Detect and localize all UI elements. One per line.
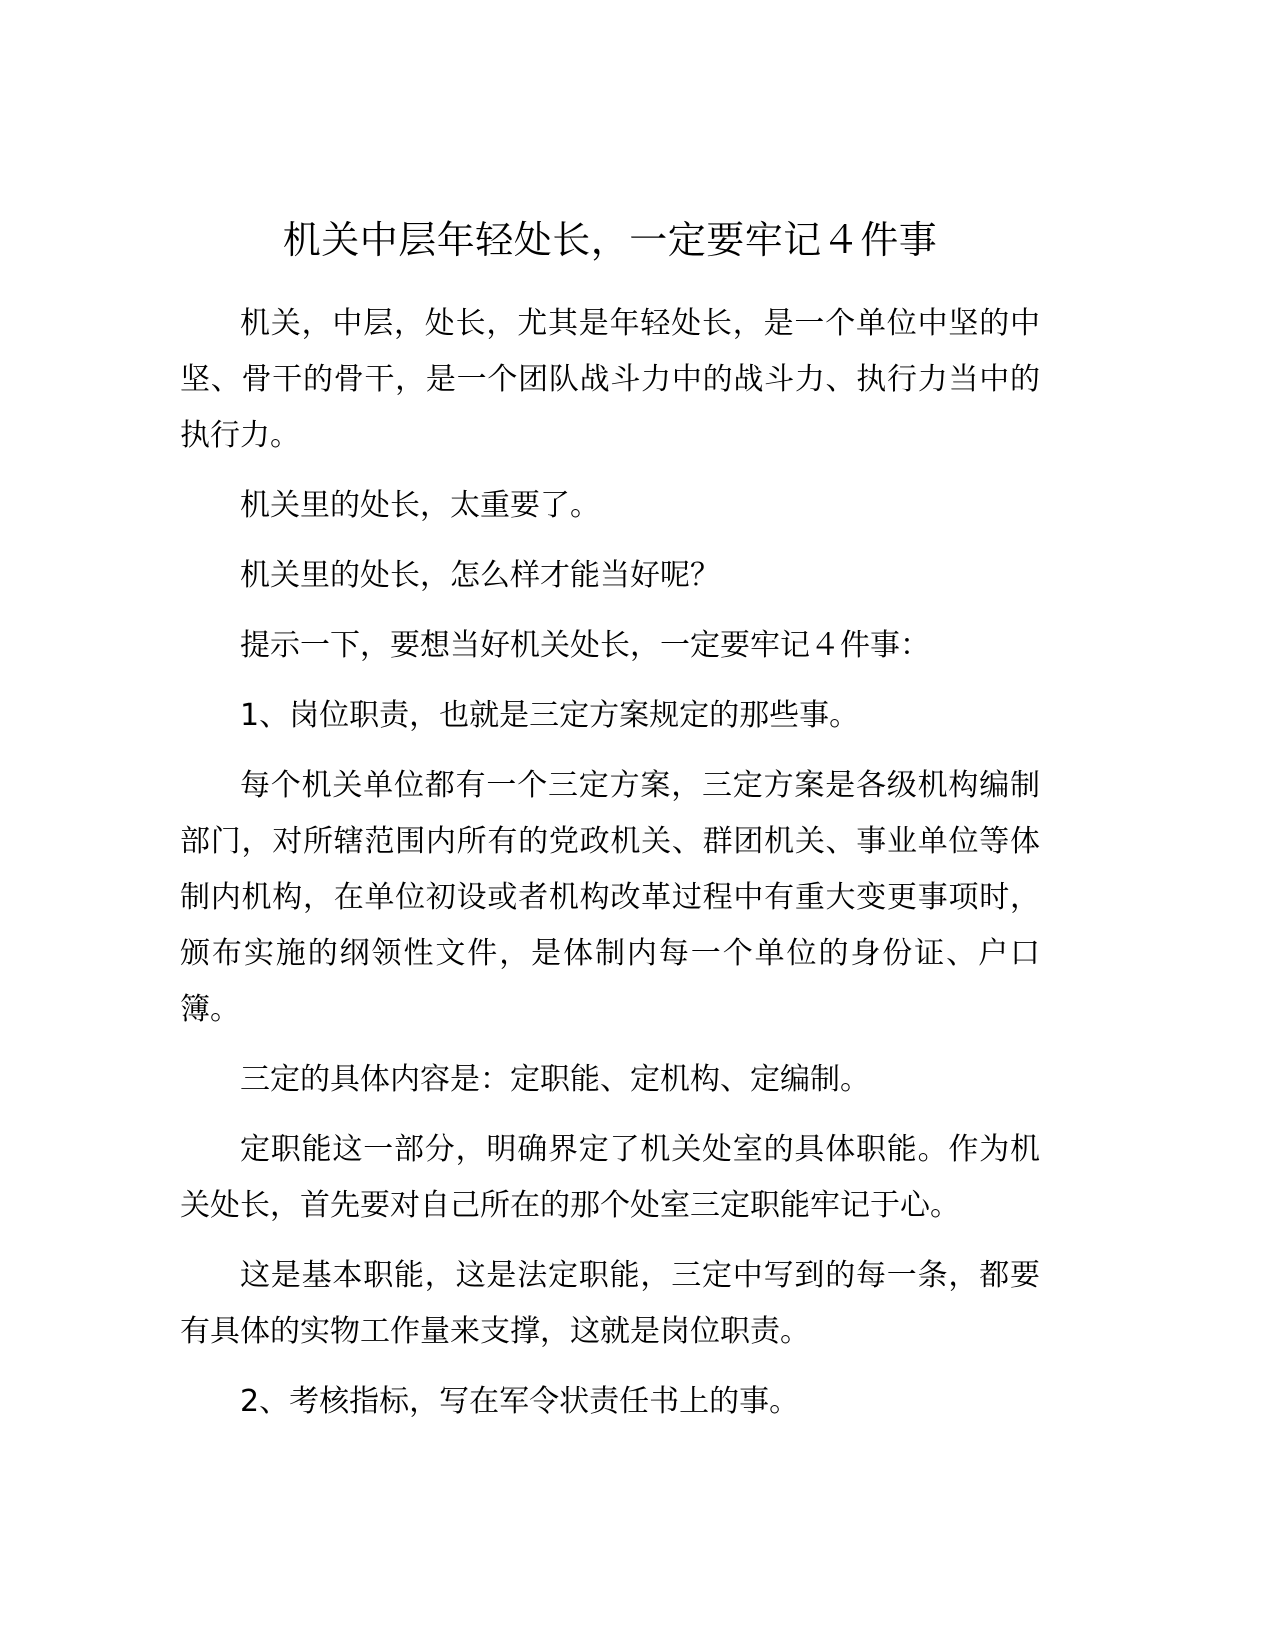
paragraph-4: 提示一下，要想当好机关处长，一定要牢记４件事： xyxy=(240,628,930,663)
document-title: 机关中层年轻处长，一定要牢记４件事 xyxy=(282,218,938,262)
section-heading-1: 1、岗位职责，也就是三定方案规定的那些事。 xyxy=(240,698,860,733)
paragraph-7: 定职能这一部分，明确界定了机关处室的具体职能。作为机关处长，首先要对自己所在的那个处室三定职能牢记于心。 xyxy=(180,1132,1040,1223)
paragraph-6: 三定的具体内容是：定职能、定机构、定编制。 xyxy=(240,1062,870,1097)
section-heading-2: 2、考核指标，写在军令状责任书上的事。 xyxy=(240,1384,800,1419)
paragraph-3: 机关里的处长，怎么样才能当好呢？ xyxy=(240,558,720,593)
document-page xyxy=(180,212,1040,1444)
paragraph-5: 每个机关单位都有一个三定方案，三定方案是各级机构编制部门，对所辖范围内所有的党政机关、群团机关、事业单位等体制内机构，在单位初设或者机构改革过程中有重大变更事项时，颁布实施的纲领性文件，是体制内每一个单位的身份证、户口簿。 xyxy=(180,768,1040,1027)
paragraph-2: 机关里的处长，太重要了。 xyxy=(240,488,600,523)
paragraph-8: 这是基本职能，这是法定职能，三定中写到的每一条，都要有具体的实物工作量来支撑，这就是岗位职责。 xyxy=(180,1258,1040,1349)
paragraph-1: 机关，中层，处长，尤其是年轻处长，是一个单位中坚的中坚、骨干的骨干，是一个团队战斗力中的战斗力、执行力当中的执行力。 xyxy=(180,306,1040,453)
